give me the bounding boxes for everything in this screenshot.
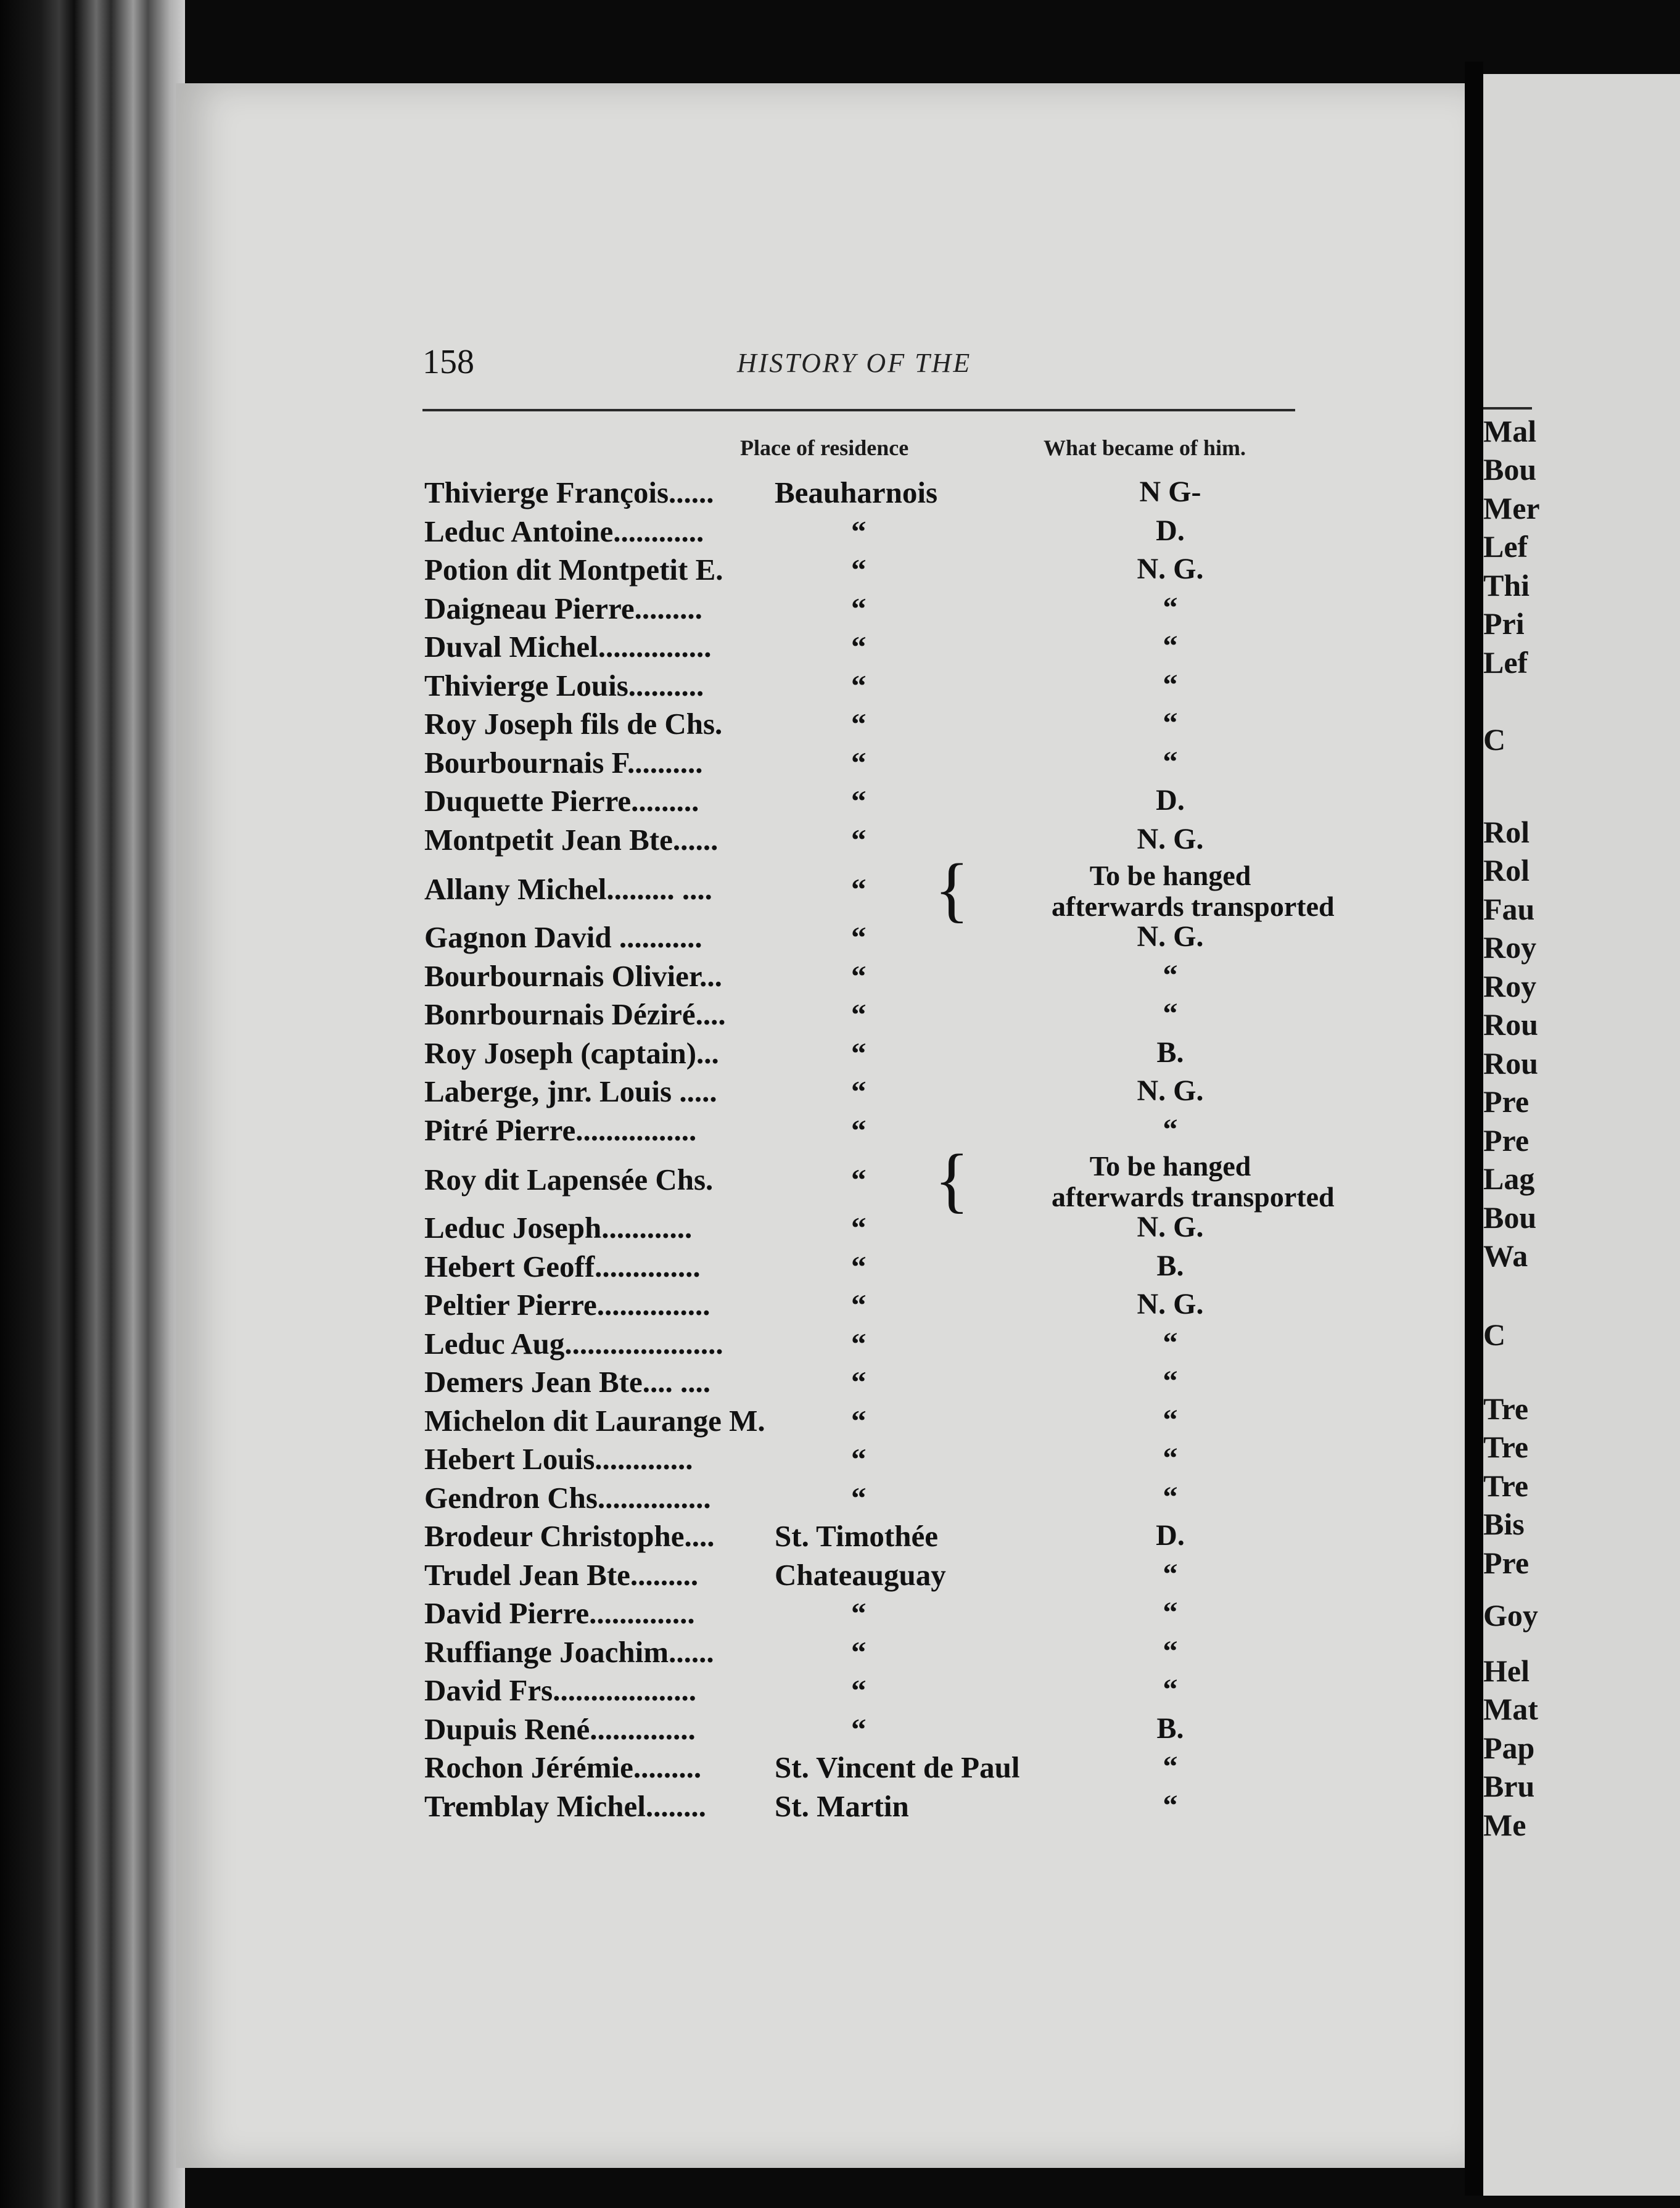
- fate-note: “: [1163, 1596, 1178, 1629]
- place-of-residence: “: [851, 1326, 867, 1361]
- column-header-residence: Place of residence: [740, 435, 909, 460]
- facing-page-fragment: Bou: [1483, 452, 1537, 487]
- person-name: Roy Joseph (captain)...: [424, 1036, 719, 1070]
- facing-page-fragment: Rou: [1483, 1046, 1538, 1081]
- place-of-residence: “: [851, 668, 867, 702]
- place-of-residence: “: [851, 997, 867, 1031]
- table-row: [0, 475, 1419, 513]
- table-row: [0, 668, 1419, 706]
- fate-note: B.: [1156, 1036, 1184, 1069]
- facing-page-fragment: Rou: [1483, 1007, 1538, 1042]
- table-row: [0, 783, 1419, 822]
- place-of-residence: St. Vincent de Paul: [775, 1750, 1020, 1784]
- table-row: [0, 1210, 1419, 1248]
- running-title: HISTORY OF THE: [737, 348, 972, 378]
- place-of-residence: “: [851, 784, 867, 818]
- fate-note: D.: [1156, 1519, 1185, 1552]
- person-name: Tremblay Michel........: [424, 1789, 706, 1823]
- person-name: Leduc Antoine............: [424, 514, 704, 548]
- facing-page-fragment: Roy: [1483, 930, 1537, 965]
- next-page-rule: [1483, 407, 1532, 410]
- fate-note: “: [1163, 958, 1178, 992]
- fate-note: “: [1163, 1634, 1178, 1668]
- place-of-residence: “: [851, 1673, 867, 1707]
- fate-note: “: [1163, 1403, 1178, 1436]
- person-name: Gagnon David ...........: [424, 920, 702, 954]
- facing-page-fragment: Bou: [1483, 1200, 1537, 1235]
- facing-page-fragment: Pre: [1483, 1123, 1530, 1158]
- fate-note: “: [1163, 668, 1178, 701]
- place-of-residence: “: [851, 958, 867, 993]
- facing-page-fragment: Pap: [1483, 1731, 1535, 1765]
- fate-note: “: [1163, 1750, 1178, 1783]
- fate-note: “: [1163, 1365, 1178, 1398]
- table-row: [0, 1789, 1419, 1827]
- facing-page-fragment: Hel: [1483, 1654, 1530, 1688]
- facing-page-fragment: Mer: [1483, 491, 1540, 525]
- page-number: 158: [422, 343, 474, 381]
- place-of-residence: “: [851, 1036, 867, 1070]
- person-name: Laberge, jnr. Louis .....: [424, 1074, 717, 1108]
- table-row: [0, 1364, 1419, 1403]
- place-of-residence: “: [851, 514, 867, 548]
- person-name: Dupuis René..............: [424, 1712, 696, 1746]
- facing-page-fragment: C: [1483, 1317, 1506, 1352]
- facing-page-fragment: Pri: [1483, 606, 1525, 641]
- place-of-residence: “: [851, 1249, 867, 1283]
- brace-mark: {: [934, 1139, 970, 1220]
- person-name: Trudel Jean Bte.........: [424, 1557, 699, 1592]
- table-row: [0, 822, 1419, 860]
- facing-page-fragment: Mal: [1483, 414, 1537, 448]
- page-gutter: [1465, 62, 1483, 2196]
- facing-page-fragment: Rol: [1483, 815, 1530, 849]
- place-of-residence: St. Timothée: [775, 1519, 938, 1553]
- facing-page-fragment: C: [1483, 722, 1506, 757]
- fate-note: To be hanged afterwards transported: [1052, 860, 1335, 922]
- place-of-residence: St. Martin: [775, 1789, 909, 1823]
- place-of-residence: “: [851, 707, 867, 741]
- fate-note: N G-: [1139, 476, 1201, 508]
- facing-page-fragment: Mat: [1483, 1692, 1538, 1726]
- next-page-edge: [1483, 74, 1680, 2196]
- table-row: [0, 1557, 1419, 1596]
- person-name: Montpetit Jean Bte......: [424, 822, 719, 857]
- place-of-residence: “: [851, 1074, 867, 1108]
- facing-page-fragment: Fau: [1483, 892, 1535, 926]
- person-name: Roy dit Lapensée Chs.: [424, 1163, 714, 1197]
- facing-page-fragment: Goy: [1483, 1598, 1538, 1633]
- fate-note: N. G.: [1137, 1074, 1204, 1107]
- place-of-residence: “: [851, 1288, 867, 1322]
- fate-note: “: [1163, 997, 1178, 1030]
- facing-page-fragment: Rol: [1483, 853, 1530, 888]
- table-row: [0, 1326, 1419, 1364]
- fate-note: B.: [1156, 1712, 1184, 1745]
- person-name: Peltier Pierre...............: [424, 1288, 710, 1322]
- place-of-residence: “: [851, 745, 867, 780]
- place-of-residence: “: [851, 1596, 867, 1630]
- facing-page-fragment: Lag: [1483, 1161, 1535, 1196]
- facing-page-fragment: Bis: [1483, 1507, 1525, 1541]
- fate-note: “: [1163, 1326, 1178, 1359]
- table-row: [0, 1074, 1419, 1112]
- facing-page-fragment: Tre: [1483, 1430, 1529, 1464]
- table-row: [0, 997, 1419, 1035]
- table-row: [0, 1673, 1419, 1711]
- person-name: Duval Michel...............: [424, 630, 712, 664]
- fate-note: “: [1163, 1113, 1178, 1146]
- place-of-residence: “: [851, 1163, 867, 1197]
- table-row: [0, 1036, 1419, 1074]
- table-row: [0, 958, 1419, 997]
- fate-note: “: [1163, 591, 1178, 624]
- facing-page-fragment: Wa: [1483, 1238, 1528, 1273]
- table-row: [0, 1113, 1419, 1151]
- place-of-residence: “: [851, 822, 867, 857]
- facing-page-fragment: Lef: [1483, 529, 1528, 564]
- fate-note: “: [1163, 1480, 1178, 1514]
- table-row: [0, 745, 1419, 783]
- fate-note: “: [1163, 630, 1178, 662]
- table-row: [0, 1712, 1419, 1750]
- fate-note: N. G.: [1137, 553, 1204, 585]
- person-name: Thivierge Louis..........: [424, 668, 704, 702]
- person-name: Hebert Louis.............: [424, 1442, 693, 1476]
- table-row: [0, 1441, 1419, 1480]
- person-name: Bourbournais Olivier...: [424, 958, 722, 993]
- facing-page-fragment: Pre: [1483, 1084, 1530, 1119]
- person-name: Roy Joseph fils de Chs.: [424, 707, 723, 741]
- table-row: [0, 920, 1419, 958]
- fate-note: “: [1163, 1673, 1178, 1706]
- person-name: Rochon Jérémie.........: [424, 1750, 702, 1784]
- facing-page-fragment: Pre: [1483, 1546, 1530, 1580]
- table-row: [0, 591, 1419, 629]
- facing-page-fragment: Tre: [1483, 1469, 1529, 1503]
- table-row: [0, 552, 1419, 590]
- brace-mark: {: [934, 849, 970, 929]
- place-of-residence: “: [851, 1442, 867, 1476]
- place-of-residence: “: [851, 1634, 867, 1669]
- person-name: Thivierge François......: [424, 476, 714, 509]
- place-of-residence: “: [851, 920, 867, 954]
- place-of-residence: “: [851, 872, 867, 906]
- header-rule: [422, 409, 1295, 411]
- facing-page-fragment: Roy: [1483, 969, 1537, 1003]
- person-name: Potion dit Montpetit E.: [424, 553, 723, 587]
- person-name: Allany Michel......... ....: [424, 872, 712, 906]
- table-row: [0, 1634, 1419, 1673]
- place-of-residence: “: [851, 1365, 867, 1399]
- facing-page-fragment: Me: [1483, 1808, 1526, 1842]
- place-of-residence: “: [851, 1712, 867, 1746]
- table-row: [0, 1287, 1419, 1325]
- place-of-residence: “: [851, 553, 867, 587]
- place-of-residence: “: [851, 630, 867, 664]
- person-name: Leduc Joseph............: [424, 1211, 693, 1245]
- person-name: Leduc Aug.....................: [424, 1326, 723, 1361]
- person-name: Bonrbournais Déziré....: [424, 997, 726, 1031]
- fate-note: “: [1163, 745, 1178, 778]
- table-row: [0, 1750, 1419, 1788]
- person-name: Duquette Pierre.........: [424, 784, 699, 818]
- person-name: Brodeur Christophe....: [424, 1519, 715, 1553]
- fate-note: N. G.: [1137, 822, 1204, 855]
- person-name: Gendron Chs...............: [424, 1480, 711, 1515]
- table-row: [0, 1403, 1419, 1441]
- fate-note: B.: [1156, 1249, 1184, 1282]
- person-name: Demers Jean Bte.... ....: [424, 1365, 711, 1399]
- person-name: David Pierre..............: [424, 1596, 695, 1630]
- place-of-residence: Beauharnois: [775, 476, 938, 509]
- person-name: Michelon dit Laurange M.: [424, 1403, 765, 1438]
- fate-note: D.: [1156, 514, 1185, 547]
- person-name: Bourbournais F..........: [424, 745, 703, 780]
- place-of-residence: “: [851, 1403, 867, 1438]
- page-header: [422, 342, 1295, 385]
- person-name: Daigneau Pierre.........: [424, 591, 702, 625]
- place-of-residence: “: [851, 1480, 867, 1515]
- place-of-residence: “: [851, 1211, 867, 1245]
- fate-note: To be hanged afterwards transported: [1052, 1150, 1335, 1213]
- facing-page-fragment: Thi: [1483, 568, 1530, 603]
- fate-note: “: [1163, 707, 1178, 739]
- person-name: Hebert Geoff..............: [424, 1249, 701, 1283]
- table-row: [0, 1518, 1419, 1557]
- table-row: [0, 849, 1419, 929]
- facing-page-fragment: Tre: [1483, 1391, 1529, 1426]
- place-of-residence: “: [851, 591, 867, 625]
- fate-note: “: [1163, 1557, 1178, 1591]
- table-row: [0, 1596, 1419, 1634]
- fate-note: “: [1163, 1789, 1178, 1822]
- table-row: [0, 1480, 1419, 1518]
- person-name: David Frs...................: [424, 1673, 696, 1707]
- table-row: [0, 514, 1419, 552]
- place-of-residence: “: [851, 1113, 867, 1147]
- fate-note: N. G.: [1137, 920, 1204, 953]
- table-row: [0, 629, 1419, 667]
- column-header-fate: What became of him.: [1044, 435, 1246, 460]
- facing-page-fragment: Lef: [1483, 645, 1528, 680]
- person-name: Ruffiange Joachim......: [424, 1634, 714, 1669]
- table-row: [0, 706, 1419, 744]
- fate-note: “: [1163, 1442, 1178, 1475]
- fate-note: N. G.: [1137, 1211, 1204, 1243]
- table-row: [0, 1249, 1419, 1287]
- table-row: [0, 1139, 1419, 1220]
- person-name: Pitré Pierre................: [424, 1113, 697, 1147]
- facing-page-fragment: Bru: [1483, 1769, 1535, 1803]
- fate-note: N. G.: [1137, 1288, 1204, 1320]
- fate-note: D.: [1156, 784, 1185, 817]
- place-of-residence: Chateauguay: [775, 1557, 946, 1592]
